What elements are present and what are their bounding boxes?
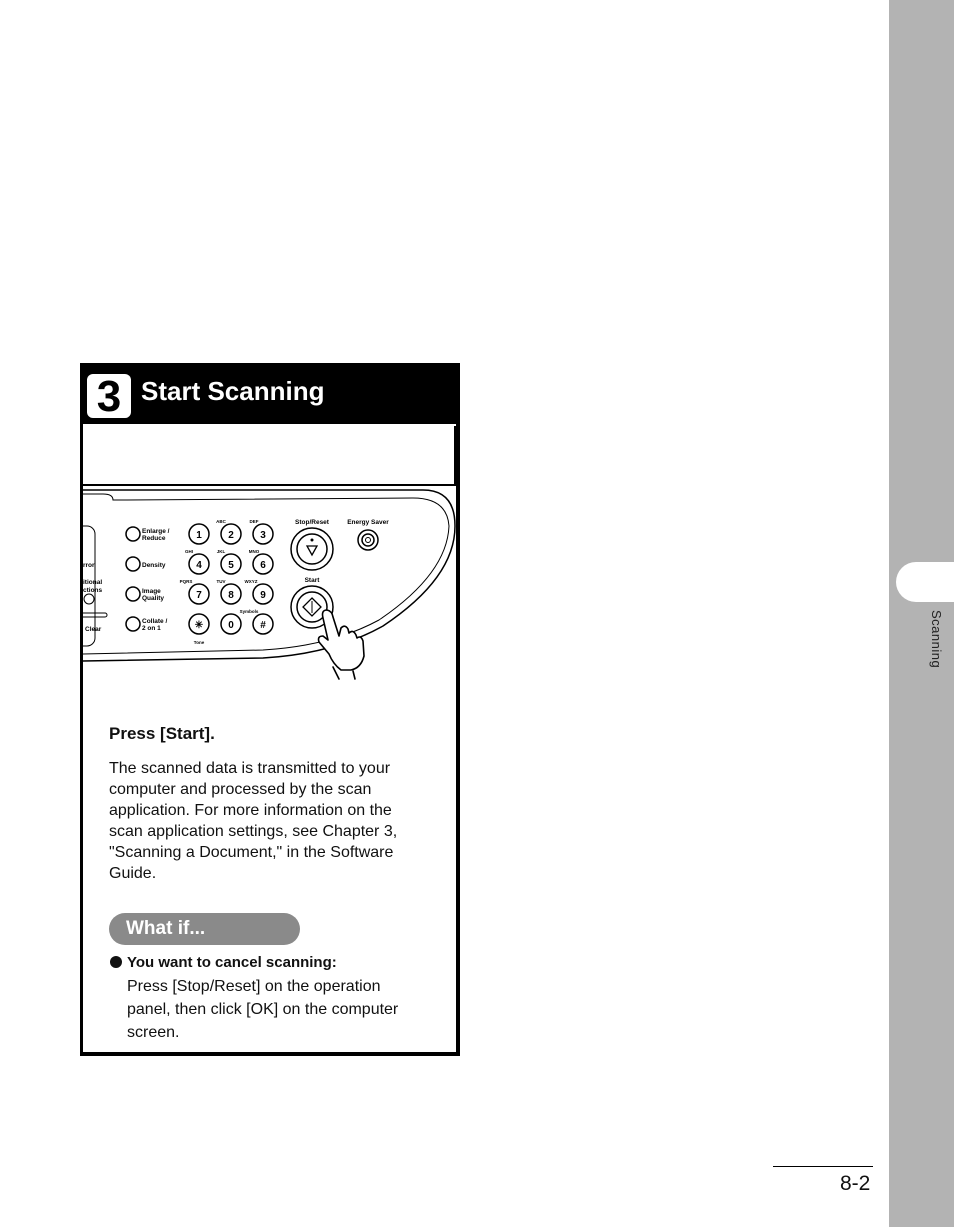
key-letters: DEF [249,519,259,524]
key-5: 5 [228,560,234,571]
button-label: Density [142,562,166,569]
key-letters: ABC [216,519,226,524]
step-title: Start Scanning [141,376,325,406]
page-number: 8-2 [840,1172,871,1195]
edge-label: Clear [85,626,102,633]
instruction-heading: Press [Start]. [109,724,215,743]
button-label: Reduce [142,535,166,542]
edge-label: rror [83,562,95,569]
button-label: Quality [142,595,165,602]
start-label: Start [304,577,320,584]
step-box [80,363,460,1056]
section-tab-label: Scanning [929,610,944,669]
key-letters: GHI [184,549,194,554]
key-letters: WXYZ [244,579,258,584]
button-label: Collate / [142,618,168,625]
key-hash: # [260,620,266,631]
key-letters: TUV [216,579,226,584]
key-0: 0 [228,620,234,631]
instruction-body: The scanned data is transmitted to your computer and processed by the scan application. For more information on the scan application settings, see Chapter 3, "Scanning a Document," in the Software Guide. [109,760,398,882]
key-3: 3 [260,530,266,541]
key-6: 6 [260,560,266,571]
key-7: 7 [196,590,202,601]
key-letters: PQRS [179,579,193,584]
operation-panel-illustration [83,486,456,686]
key-letters: MNO [248,549,260,554]
key-2: 2 [228,530,234,541]
edge-label: itional [83,579,103,586]
key-9: 9 [260,590,266,601]
key-star: ✳ [194,620,204,631]
button-label: Image [142,588,161,595]
what-if-banner [109,913,300,945]
step-number: 3 [87,374,131,418]
what-if-item-title: You want to cancel scanning: [127,954,337,971]
stop-reset-label: Stop/Reset [295,519,329,526]
key-1: 1 [196,530,202,541]
what-if-item-text: Press [Stop/Reset] on the operation panel, then click [OK] on the computer screen. [127,978,399,1041]
footer-rule [773,1166,873,1167]
button-label: 2 on 1 [142,625,161,632]
key-8: 8 [228,590,234,601]
key-4: 4 [196,560,202,571]
key-letters: Tone [193,640,205,645]
key-letters: Symbols [239,609,259,614]
step-header [83,366,456,424]
sidebar [889,0,954,1227]
section-tab[interactable] [896,562,954,602]
button-label: Enlarge / [142,528,170,535]
edge-label: ctions [83,587,103,594]
what-if-label: What if... [126,918,206,939]
bullet-icon [110,956,122,968]
key-letters: JKL [216,549,226,554]
energy-saver-label: Energy Saver [347,519,389,526]
blank-band [83,426,456,486]
